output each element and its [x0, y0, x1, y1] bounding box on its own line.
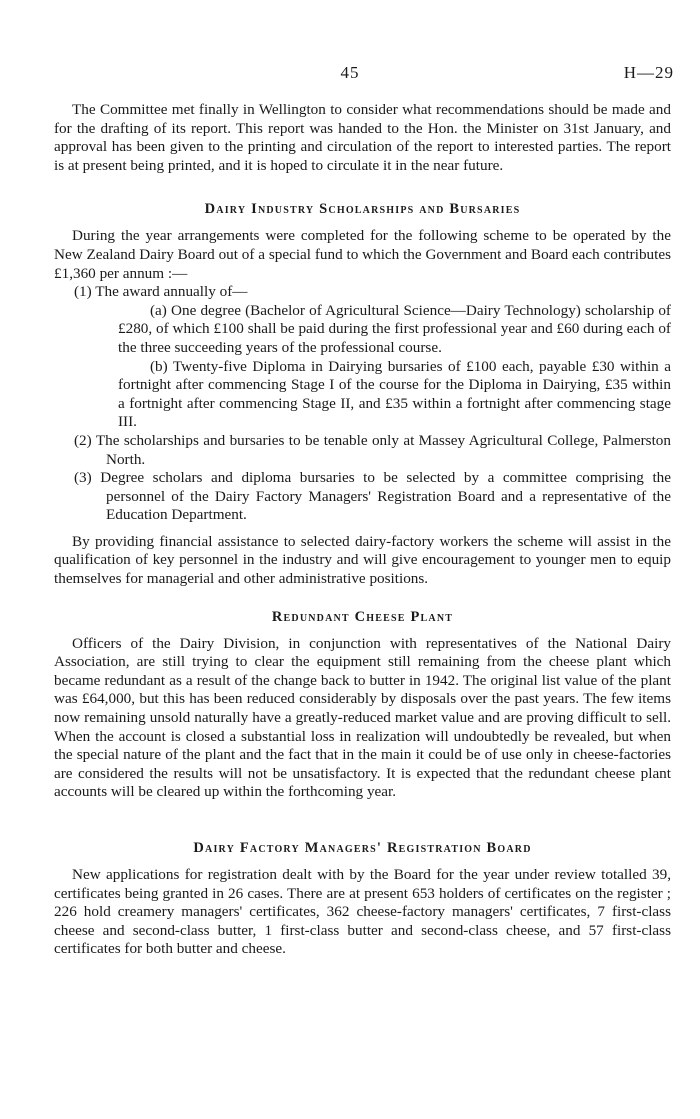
intro-paragraph: The Committee met finally in Wellington to consider what recommendations should be made and for the drafting of its report. This report was handed to the Hon. the Minister on 31st January, and approval has been given to the printing and circulation of the report to interested parties. The report is at present being printed, and it is hoped to circulate it in the near future. — [54, 101, 671, 174]
cheese-plant-paragraph: Officers of the Dairy Division, in conjunction with representatives of the National Dairy Association, are still trying to clear the equipment still remaining from the cheese plant which became redundant as a result of the change back to butter in 1942. The original list value of the plant was £64,000, but this has been reduced considerably by disposals over the past years. The few items now remaining unsold naturally have a greatly-reduced market value and are proving difficult to sell. When the account is closed a substantial loss in realization will undoubtedly be revealed, but when the special nature of the plant and the fact that in the main it could be of use only in cheese-factories are considered the results will not be unsatisfactory. It is expected that the redundant cheese plant accounts will be cleared up within the forthcoming year. — [54, 634, 671, 801]
list-subitem-a: (a) One degree (Bachelor of Agricultural Science—Dairy Technology) scholarship of £280, of which £100 shall be paid during the first professional year and £60 during each of the three succeeding years of the professional course. — [118, 301, 671, 356]
scholarships-heading: Dairy Industry Scholarships and Bursaries — [204, 201, 521, 218]
list-subitem-b: (b) Twenty-five Diploma in Dairying bursaries of £100 each, payable £30 within a fortnight after commencing Stage I of the course for the Diploma in Dairying, £35 within a fortnight after commencing Stage II, and £35 within a fortnight after commencing stage III. — [118, 357, 671, 431]
registration-board-paragraph: New applications for registration dealt with by the Board for the year under review totalled 39, certificates being granted in 26 cases. There are at present 653 holders of certificates on the register ; 226 hold creamery managers' certificates, 362 cheese-factory managers' certificates, 7 first-class cheese and second-class butter, 1 first-class butter and second-class cheese, and 57 first-class certificates for both butter and cheese. — [54, 866, 671, 958]
list-item-1: (1) The award annually of— — [74, 283, 248, 301]
registration-board-heading: Dairy Factory Managers' Registration Board — [193, 840, 532, 856]
scholarships-closing: By providing financial assistance to selected dairy-factory workers the scheme will assist in the qualification of key personnel in the industry and will give encouragement to younger men to equip themselves for managerial and other administrative positions. — [54, 532, 671, 588]
document-reference: H—29 — [623, 63, 674, 82]
page-number: 45 — [340, 63, 360, 82]
list-item-2: (2) The scholarships and bursaries to be tenable only at Massey Agricultural College, Palmerston North. — [74, 431, 671, 468]
scholarships-intro: During the year arrangements were completed for the following scheme to be operated by the New Zealand Dairy Board out of a special fund to which the Government and Board each contributes £1,360 per annum :— — [54, 227, 671, 282]
list-item-3: (3) Degree scholars and diploma bursaries to be selected by a committee comprising the personnel of the Dairy Factory Managers' Registration Board and a representative of the Education Department. — [74, 469, 671, 524]
page-content — [54, 101, 671, 959]
cheese-plant-heading: Redundant Cheese Plant — [271, 608, 454, 625]
